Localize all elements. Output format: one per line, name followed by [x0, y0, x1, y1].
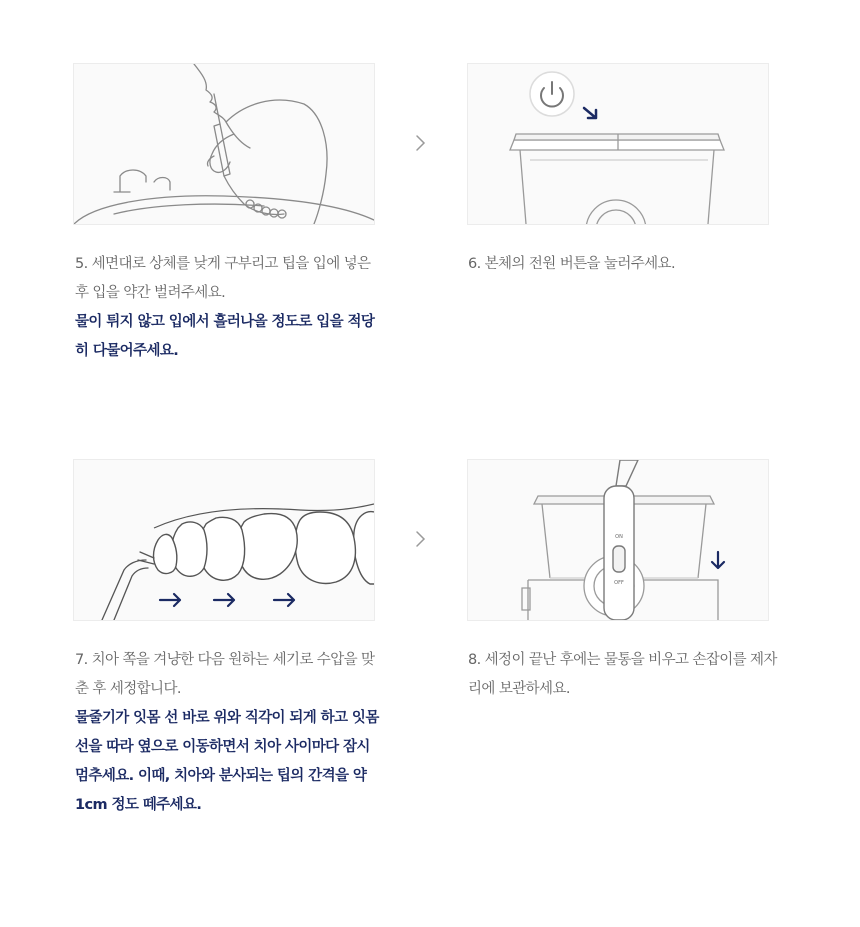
teeth-cleaning-along-gumline-icon	[74, 460, 374, 620]
step8-illustration	[467, 459, 769, 621]
step6-illustration	[467, 63, 769, 225]
step6-text	[468, 250, 778, 279]
on-label: ON	[615, 534, 623, 540]
step7-instruction: 7. 치아 쪽을 겨냥한 다음 원하는 세기로 수압을 맞춘 후 세정합니다.	[75, 652, 375, 697]
step5-illustration	[73, 63, 375, 225]
step7-text	[75, 646, 385, 820]
person-leaning-over-sink-icon	[74, 64, 374, 224]
step7-illustration	[73, 459, 375, 621]
step6-instruction: 6. 본체의 전원 버튼을 눌러주세요.	[468, 256, 675, 272]
step5-instruction: 5. 세면대로 상체를 낮게 구부리고 팁을 입에 넣은 후 입을 약간 벌려주세요.	[75, 256, 371, 301]
step5-text	[75, 250, 385, 366]
chevron-right-icon	[411, 128, 431, 158]
step7-note: 물줄기가 잇몸 선 바로 위와 직각이 되게 하고 잇몸 선을 따라 옆으로 이동하면서 치아 사이마다 잠시 멈추세요. 이때, 치아와 분사되는 팁의 간격을 약 1cm 정도 떼주세요.	[75, 710, 379, 813]
next-arrow	[411, 128, 431, 158]
step5-note: 물이 튀지 않고 입에서 흘러나올 정도로 입을 적당히 다물어주세요.	[75, 314, 375, 359]
device-handle-storage-icon	[468, 460, 768, 620]
chevron-right-icon	[411, 524, 431, 554]
off-label: OFF	[614, 580, 624, 586]
step8-instruction: 8. 세정이 끝난 후에는 물통을 비우고 손잡이를 제자리에 보관하세요.	[468, 652, 777, 697]
next-arrow	[411, 524, 431, 554]
power-button-on-device-icon	[468, 64, 768, 224]
step8-text	[468, 646, 778, 704]
